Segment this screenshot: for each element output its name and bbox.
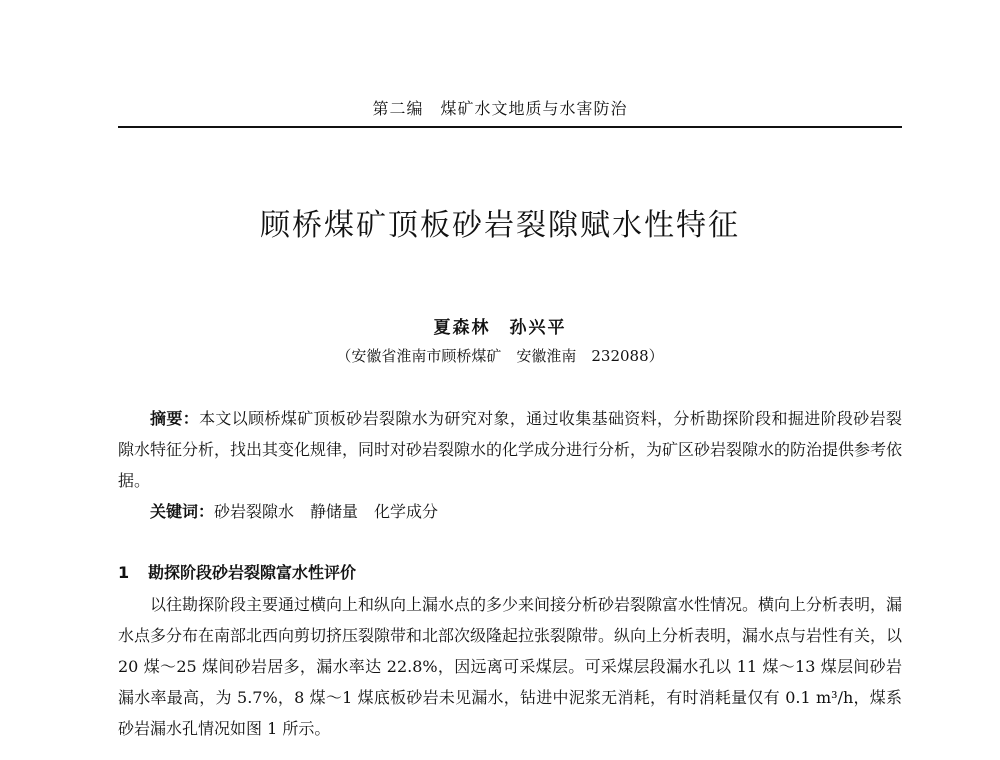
affiliation: （安徽省淮南市顾桥煤矿 安徽淮南 232088）: [336, 347, 664, 365]
paper-title: 顾桥煤矿顶板砂岩裂隙赋水性特征: [260, 208, 740, 243]
abstract: [118, 403, 902, 496]
body-paragraph: 以往勘探阶段主要通过横向上和纵向上漏水点的多少来间接分析砂岩裂隙富水性情况。横向上分析表明，漏水点多分布在南部北西向剪切挤压裂隙带和北部次级隆起拉张裂隙带。纵向上分析表明，漏水点与岩性有关，以 20 煤～25 煤间砂岩居多，漏水率达 22.8%，因远离可采煤层。可采煤层段漏水孔以 11 煤～13 煤层间砂岩漏水率最高，为 5.7%，8 煤～1 煤底板砂岩未见漏水，钻进中泥浆无消耗，有时消耗量仅有 0.1 m³/h，煤系砂岩漏水孔情况如图 1 所示。: [118, 595, 903, 738]
section-title: 勘探阶段砂岩裂隙富水性评价: [148, 563, 357, 582]
header-divider: [118, 126, 902, 128]
keywords: [118, 496, 902, 527]
section-number: 1: [118, 563, 130, 582]
abstract-label: 摘要：: [150, 409, 200, 428]
keywords-text: 砂岩裂隙水 静储量 化学成分: [214, 502, 439, 521]
authors: 夏森林 孙兴平: [433, 318, 567, 338]
section-heading: [118, 560, 902, 583]
running-header: 第二编 煤矿水文地质与水害防治: [372, 99, 628, 118]
abstract-text: 本文以顾桥煤矿顶板砂岩裂隙水为研究对象，通过收集基础资料，分析勘探阶段和掘进阶段砂岩裂隙水特征分析，找出其变化规律，同时对砂岩裂隙水的化学成分进行分析，为矿区砂岩裂隙水的防治提供参考依据。: [118, 409, 903, 490]
keywords-label: 关键词：: [150, 502, 215, 521]
